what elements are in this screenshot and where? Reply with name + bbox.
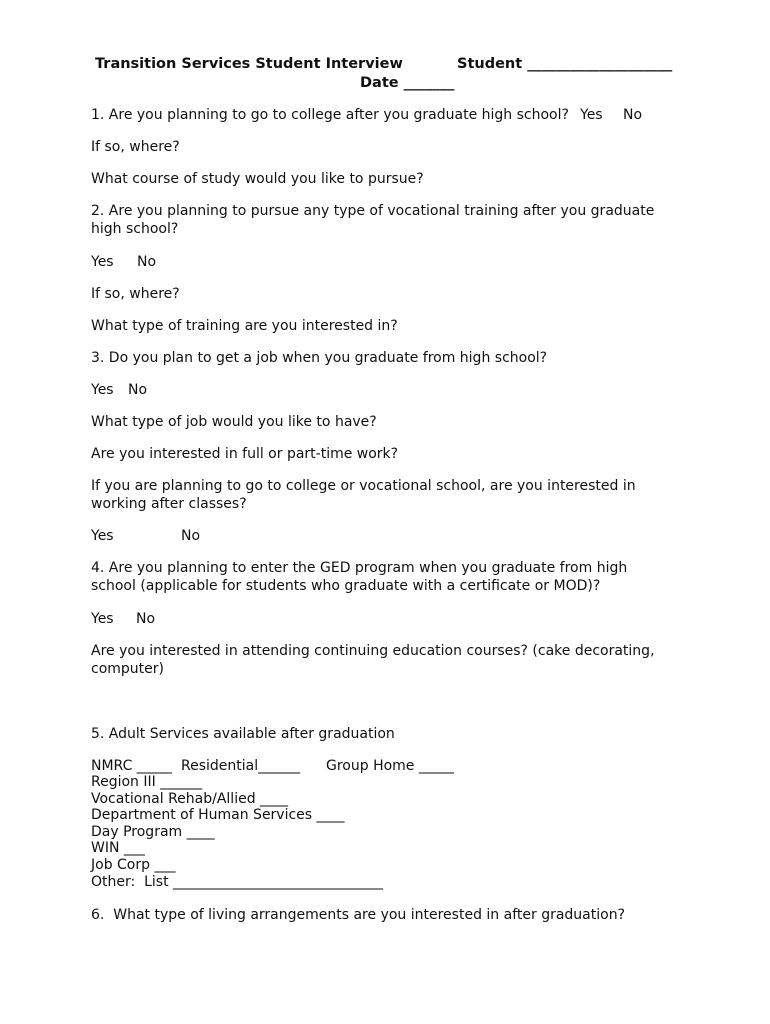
q2-yes: Yes — [91, 254, 114, 270]
q5-item: Vocational Rehab/Allied ____ — [91, 791, 289, 807]
q3-no2: No — [181, 528, 201, 544]
q3-working-classes: If you are planning to go to college or vocational school, are you interested in working after classes? — [91, 478, 636, 512]
q2-no: No — [137, 254, 157, 270]
q3-question: 3. Do you plan to get a job when you graduate from high school? — [91, 350, 548, 366]
form-title: Transition Services Student Interview — [95, 56, 403, 72]
q5-item: Department of Human Services ____ — [91, 807, 345, 823]
q1-question: 1. Are you planning to go to college after you graduate high school? — [91, 107, 569, 123]
q1-yes: Yes — [580, 107, 603, 123]
q5-group-home: Group Home _____ — [326, 758, 454, 774]
q2-question: 2. Are you planning to pursue any type of vocational training after you graduate high school? — [91, 203, 655, 237]
q2-training: What type of training are you interested in? — [91, 318, 398, 334]
q5-nmrc: NMRC _____ — [91, 758, 172, 774]
q1-where: If so, where? — [91, 139, 180, 155]
q1-no: No — [623, 107, 643, 123]
q3-yes: Yes — [91, 382, 114, 398]
q3-job-type: What type of job would you like to have? — [91, 414, 377, 430]
student-field: Student ____________________ — [457, 56, 673, 72]
q1-course: What course of study would you like to pursue? — [91, 171, 424, 187]
q4-no: No — [136, 611, 156, 627]
q5-item: WIN ___ — [91, 840, 145, 856]
q3-yes2: Yes — [91, 528, 114, 544]
q3-no: No — [128, 382, 148, 398]
q4-question: 4. Are you planning to enter the GED program when you graduate from high school (applicable for students who graduate with a certificate or MOD)? — [91, 560, 628, 594]
q5-question: 5. Adult Services available after graduation — [91, 726, 395, 742]
q5-residential: Residential______ — [181, 758, 301, 774]
date-field: Date _______ — [360, 75, 455, 91]
q5-item: Region III ______ — [91, 774, 203, 790]
q2-where: If so, where? — [91, 286, 180, 302]
q6-question: 6. What type of living arrangements are you interested in after graduation? — [91, 907, 625, 923]
q5-item: Other: List ______________________________ — [91, 874, 384, 890]
q4-yes: Yes — [91, 611, 114, 627]
q3-full-part: Are you interested in full or part-time work? — [91, 446, 399, 462]
q5-item: Day Program ____ — [91, 824, 215, 840]
q5-item: Job Corp ___ — [91, 857, 176, 873]
q4-continuing: Are you interested in attending continuing education courses? (cake decorating, computer) — [91, 643, 655, 677]
